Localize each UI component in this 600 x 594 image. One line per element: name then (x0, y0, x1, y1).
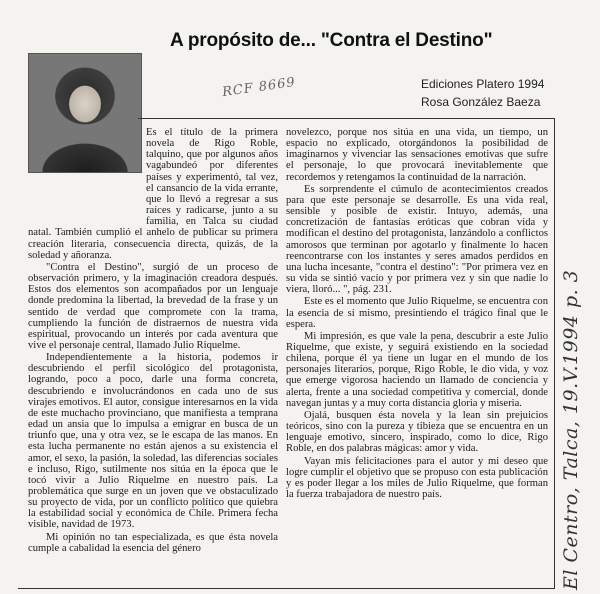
right-column (286, 127, 548, 500)
handwritten-source-note: El Centro, Talca, 19.V.1994 p. 3 (560, 269, 582, 590)
paragraph: Vayan mis felicitaciones para el autor y mi deseo que logre cumplir el objetivo que se propuso con esta publicación y es poder llegar a los miles de Julio Riquelme, que forman la fuerza trabajadora de nuestro país. (286, 455, 548, 500)
paragraph: Ojalá, busquen ésta novela y la lean sin prejuicios teóricos, sino con la pureza y tibieza que se encuentra en un lenguaje emotivo, sincero, inspirado, como lo dice, Rigo Roble, en dos palabras mágicas: amor y vida. (286, 409, 548, 455)
paragraph: Es el título de la primera novela de Rigo Roble, talquino, que por algunos años vagabundeó por diferentes países y experimentó, tal vez, el cansancio de la vida errante, que lo llevó a regresar a sus raíces y radicarse, junto a su familia, en Talca su ciudad natal. También cumplió el anhelo de publicar su primera creación literaria, consecuencia directa, quizás, de la soledad y añoranza. (28, 127, 278, 261)
paragraph: Este es el momento que Julio Riquelme, se encuentra con la esencia de sí mismo, presintiendo el trágico final que le espera. (286, 296, 548, 330)
left-column (28, 127, 278, 554)
paragraph: Es sorprendente el cúmulo de acontecimientos creados para que este personaje se desarrolle. Es una vida real, sensible y posible de existir. Intuyo, además, una concretización de fantasías eróticas que cobran vida y modifican el destino del protagonista, lanzándolo a conflictos amorosos que terminan por agotarlo y finalmente lo hacen reencontrarse con los instantes y seres amados perdidos en una lucha incesante, "contra el destino": "Por primera vez en su vida se sintió vacío y por primera vez y sin que nadie lo viera, lloró... ", pág. 231. (286, 183, 548, 296)
photo-wrap-spacer (28, 127, 146, 219)
article-title: A propósito de... "Contra el Destino" (170, 30, 493, 51)
paragraph: Independientemente a la historia, podemos ir descubriendo el perfil sicológico del protagonista, logrando, poco a poco, darle una forma concreta, descubriendo e involucrándonos en cada uno de sus virajes emotivos. El autor, consigue interesarnos en la vida de este muchacho provinciano, que manifiesta a temprana edad un ansia que lo impulsa a emigrar en busca de un triunfo que, una y otra vez, se le escapa de las manos. En esta lucha permanente no están ajenos a su existencia el amor, el sexo, la pasión, la soledad, las diferencias sociales e incluso, Rigo, sutilmente nos sitúa en la época que le tocó vivir a Julio Riquelme en nuestro país. La problemática que surge en un joven que ve obstaculizado su proyecto de vida, por un conflicto político que quiebra la estabilidad social y económica de Chile. Primera fecha visible, navidad de 1973. (28, 352, 278, 531)
paragraph: Mi impresión, es que vale la pena, descubrir a este Julio Riquelme, que existe, y seguirá existiendo en la sociedad chilena, porque él ya tiene un lugar en el mundo de los personajes literarios, porque, Rigo Roble, le dio vida, y voz que emerge vigorosa haciendo un llamado de conciencia y alerta, frente a una sociedad competitiva y comercial, donde navegan juntas y a muy corta distancia gloria y miseria. (286, 330, 548, 409)
paragraph: Mi opinión no tan especializada, es que ésta novela cumple a cabalidad la esencia del género (28, 531, 278, 554)
paragraph: "Contra el Destino", surgió de un proceso de observación primero, y la imaginación creadora después. Estos dos elementos son acompañados por un lenguaje donde predomina la libertad, la brevedad de la frase y un sentido de verdad que compromete con la trama, cumpliendo la función de distraernos de nuestra vida espiritual, provocando un interés por cada aventura que vive el personaje central, llamado Julio Riquelme. (28, 261, 278, 351)
paragraph: novelezco, porque nos sitúa en una vida, un tiempo, un espacio no explicado, otorgándonos la posibilidad de imaginarnos y vivenciar las sensaciones emotivas que sufre el personaje, lo que provocará inevitablemente que recordemos y retengamos la continuidad de la narración. (286, 127, 548, 183)
publisher-line: Ediciones Platero 1994 (421, 77, 545, 91)
author-line: Rosa González Baeza (421, 95, 541, 109)
archive-stamp: RCF 8669 (221, 74, 297, 101)
